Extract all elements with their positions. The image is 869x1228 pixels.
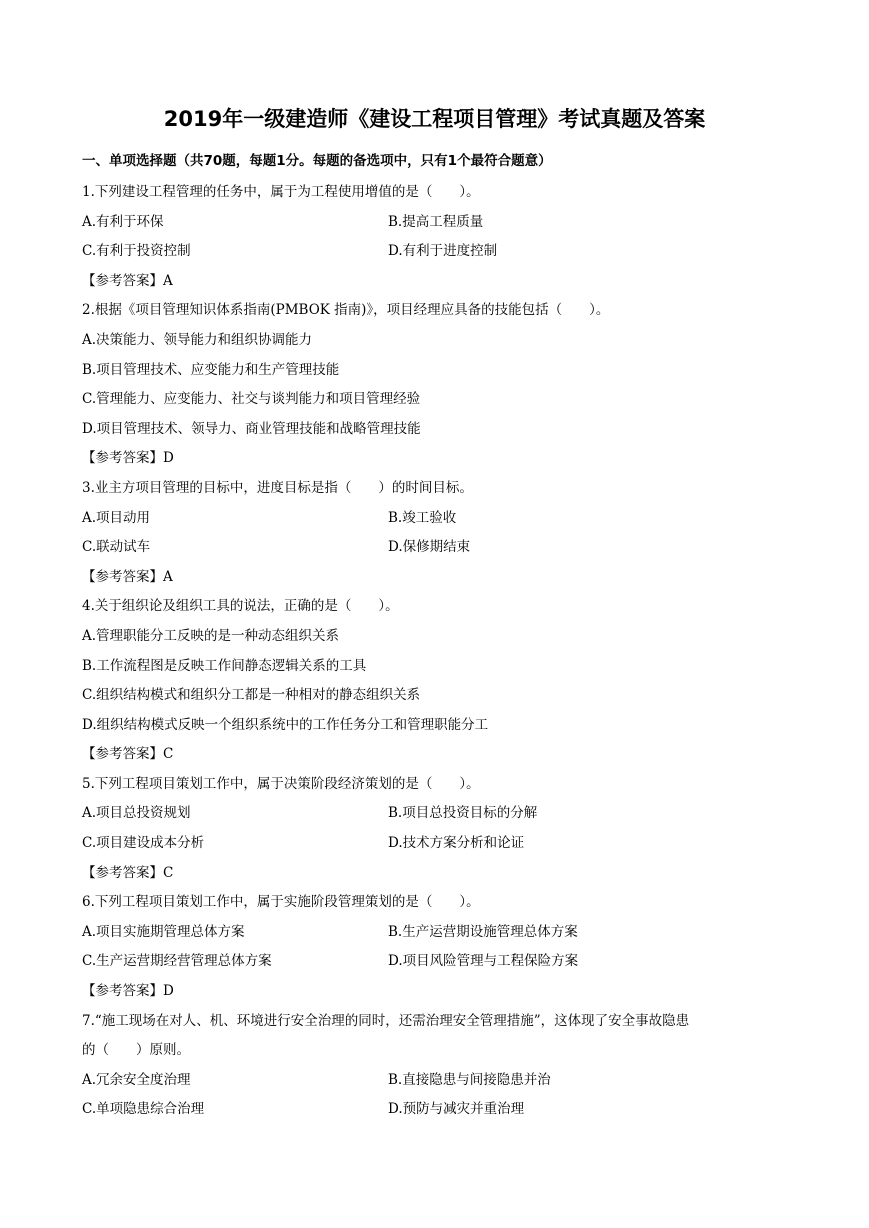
question-stem-continued: 的（ ）原则。 — [82, 1042, 190, 1059]
option-d: D.技术方案分析和论证 — [388, 835, 525, 852]
question-stem: 2.根据《项目管理知识体系指南(PMBOK 指南)》，项目经理应具备的技能包括（ ）。 — [82, 302, 610, 319]
option-row — [82, 533, 794, 563]
option-c: C.联动试车 — [82, 539, 151, 556]
option-b: B.竣工验收 — [388, 509, 457, 526]
option-c: C.组织结构模式和组织分工都是一种相对的静态组织关系 — [82, 687, 421, 704]
question-stem: 1.下列建设工程管理的任务中，属于为工程使用增值的是（ ）。 — [82, 184, 480, 200]
question-stem: 3.业主方项目管理的目标中，进度目标是指（ ）的时间目标。 — [82, 479, 473, 496]
reference-answer: 【参考答案】D — [82, 450, 174, 467]
option-d: D.保修期结束 — [388, 539, 471, 556]
option-b: B.项目管理技术、应变能力和生产管理技能 — [82, 361, 340, 378]
option-a: A.冗余安全度治理 — [82, 1071, 191, 1088]
option-c: C.项目建设成本分析 — [82, 835, 205, 852]
option-c: C.生产运营期经营管理总体方案 — [82, 953, 272, 970]
section-heading: 一、单项选择题（共70题，每题1分。每题的备选项中，只有1个最符合题意） — [82, 153, 552, 169]
document-title: 2019年一级建造师《建设工程项目管理》考试真题及答案 — [163, 107, 706, 131]
option-d: D.预防与减灾并重治理 — [388, 1101, 525, 1118]
option-b: B.提高工程质量 — [388, 213, 484, 230]
option-c: C.单项隐患综合治理 — [82, 1101, 205, 1118]
option-row — [82, 799, 794, 829]
option-c: C.有利于投资控制 — [82, 243, 191, 260]
option-a: A.项目总投资规划 — [82, 805, 191, 822]
option-d: D.组织结构模式反映一个组织系统中的工作任务分工和管理职能分工 — [82, 716, 489, 733]
question-stem: 6.下列工程项目策划工作中，属于实施阶段管理策划的是（ ）。 — [82, 894, 480, 911]
option-b: B.生产运营期设施管理总体方案 — [388, 923, 578, 940]
option-c: C.管理能力、应变能力、社交与谈判能力和项目管理经验 — [82, 391, 421, 408]
question-list — [82, 178, 794, 1125]
option-d: D.项目风险管理与工程保险方案 — [388, 953, 579, 970]
option-b: B.项目总投资目标的分解 — [388, 805, 538, 822]
option-row — [82, 947, 794, 977]
option-row — [82, 237, 794, 267]
option-b: B.直接隐患与间接隐患并治 — [388, 1071, 551, 1088]
option-d: D.有利于进度控制 — [388, 243, 498, 260]
option-row — [82, 918, 794, 948]
option-a: A.管理职能分工反映的是一种动态组织关系 — [82, 627, 340, 644]
option-a: A.决策能力、领导能力和组织协调能力 — [82, 331, 313, 348]
reference-answer: 【参考答案】C — [82, 746, 174, 763]
option-d: D.项目管理技术、领导力、商业管理技能和战略管理技能 — [82, 420, 421, 437]
option-row — [82, 1066, 794, 1096]
option-a: A.有利于环保 — [82, 213, 164, 230]
option-row — [82, 504, 794, 534]
option-row — [82, 208, 794, 238]
reference-answer: 【参考答案】D — [82, 983, 174, 1000]
option-a: A.项目动用 — [82, 509, 151, 526]
reference-answer: 【参考答案】C — [82, 864, 174, 881]
question-stem: 5.下列工程项目策划工作中，属于决策阶段经济策划的是（ ）。 — [82, 775, 480, 792]
reference-answer: 【参考答案】A — [82, 568, 173, 585]
question-stem: 4.关于组织论及组织工具的说法，正确的是（ ）。 — [82, 598, 399, 615]
option-a: A.项目实施期管理总体方案 — [82, 923, 245, 940]
question-stem: 7.“施工现场在对人、机、环境进行安全治理的同时，还需治理安全管理措施”，这体现了安全事故隐患 — [82, 1012, 690, 1029]
option-row — [82, 1095, 794, 1125]
reference-answer: 【参考答案】A — [82, 272, 173, 289]
option-b: B.工作流程图是反映工作间静态逻辑关系的工具 — [82, 657, 367, 674]
option-row — [82, 829, 794, 859]
